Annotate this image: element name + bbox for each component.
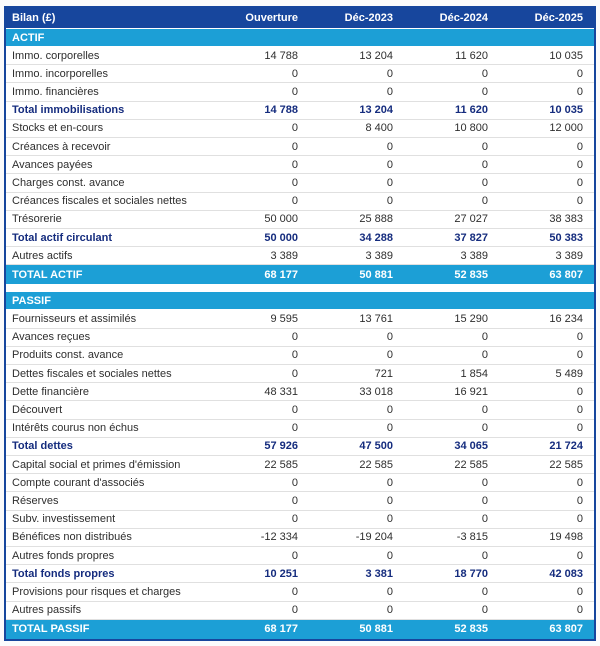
cell-value: 0	[481, 331, 488, 344]
cell-value: 22 585	[359, 458, 393, 471]
table-row	[6, 120, 594, 138]
cell-value: 0	[576, 404, 583, 417]
cell-value: 0	[481, 195, 488, 208]
cell-value: 38 383	[549, 213, 583, 226]
column-header: Ouverture	[245, 12, 298, 24]
cell-value: 3 389	[460, 249, 488, 262]
cell-value: 22 585	[454, 458, 488, 471]
cell-value: 0	[291, 422, 298, 435]
cell-value: 9 595	[270, 313, 298, 326]
row-label: Créances fiscales et sociales nettes	[12, 195, 187, 208]
cell-value: 0	[386, 177, 393, 190]
table-row	[6, 456, 594, 474]
cell-value: 12 000	[549, 122, 583, 135]
cell-value: 0	[291, 195, 298, 208]
table-row	[6, 211, 594, 229]
cell-value: 0	[576, 604, 583, 617]
table-row	[6, 65, 594, 83]
cell-value: 0	[481, 549, 488, 562]
cell-value: 0	[576, 513, 583, 526]
cell-value: 0	[576, 331, 583, 344]
cell-value: 0	[576, 422, 583, 435]
row-label: Autres fonds propres	[12, 549, 115, 562]
cell-value: 0	[291, 495, 298, 508]
cell-value: 0	[386, 158, 393, 171]
total-label: TOTAL ACTIF	[12, 268, 83, 281]
cell-value: 3 389	[365, 249, 393, 262]
cell-value: 11 620	[455, 49, 488, 62]
cell-value: 0	[576, 586, 583, 599]
cell-value: 0	[481, 86, 488, 98]
table-row	[6, 492, 594, 510]
cell-value: 0	[386, 513, 393, 526]
cell-value: 22 585	[549, 458, 583, 471]
row-label: Capital social et primes d'émission	[12, 458, 181, 471]
row-label: Stocks et en-cours	[12, 122, 104, 135]
row-label: Total actif circulant	[12, 231, 113, 244]
cell-value: 47 500	[359, 440, 393, 453]
cell-value: 0	[291, 177, 298, 190]
cell-value: 0	[291, 349, 298, 362]
total-value: 68 177	[264, 268, 298, 281]
table-row	[6, 310, 594, 328]
cell-value: 0	[481, 604, 488, 617]
cell-value: 0	[576, 195, 583, 208]
row-label: Compte courant d'associés	[12, 476, 145, 489]
cell-value: 3 381	[365, 567, 393, 580]
cell-value: 0	[481, 177, 488, 190]
cell-value: 14 788	[264, 49, 298, 62]
row-label: Fournisseurs et assimilés	[12, 313, 137, 326]
column-header: Déc-2024	[439, 12, 488, 24]
cell-value: 721	[374, 367, 393, 380]
subtotal-row	[6, 565, 594, 583]
table-header-row	[6, 8, 594, 29]
cell-value: 13 204	[359, 49, 393, 62]
table-row	[6, 193, 594, 211]
cell-value: 0	[386, 549, 393, 562]
table-row	[6, 474, 594, 492]
column-header: Déc-2025	[534, 12, 583, 24]
cell-value: 25 888	[359, 213, 393, 226]
cell-value: 8 400	[365, 122, 393, 135]
cell-value: 22 585	[264, 458, 298, 471]
cell-value: 0	[481, 495, 488, 508]
cell-value: 0	[481, 513, 488, 526]
table-row	[6, 174, 594, 192]
row-label: Subv. investissement	[12, 513, 116, 526]
row-label: Immo. financières	[12, 86, 99, 98]
cell-value: 0	[576, 495, 583, 508]
cell-value: 0	[576, 349, 583, 362]
cell-value: 0	[481, 349, 488, 362]
cell-value: 0	[481, 404, 488, 417]
row-label: Immo. corporelles	[12, 49, 100, 62]
cell-value: 0	[291, 367, 298, 380]
cell-value: 5 489	[555, 367, 583, 380]
cell-value: 0	[291, 404, 298, 417]
section-header-row	[6, 292, 594, 310]
table-row	[6, 329, 594, 347]
cell-value: 0	[386, 495, 393, 508]
cell-value: 10 800	[454, 122, 488, 135]
subtotal-row	[6, 438, 594, 456]
cell-value: 33 018	[359, 385, 393, 398]
row-label: Trésorerie	[12, 213, 62, 226]
total-value: 63 807	[549, 623, 583, 636]
row-label: Dettes fiscales et sociales nettes	[12, 367, 172, 380]
cell-value: 1 854	[460, 367, 488, 380]
cell-value: 0	[291, 122, 298, 135]
cell-value: 0	[481, 158, 488, 171]
table-row	[6, 47, 594, 65]
table-row	[6, 138, 594, 156]
cell-value: 42 083	[549, 567, 583, 580]
total-row	[6, 265, 594, 284]
row-label: Total fonds propres	[12, 567, 115, 580]
table-row	[6, 365, 594, 383]
row-label: Dette financière	[12, 385, 90, 398]
total-value: 52 835	[454, 623, 488, 636]
cell-value: 18 770	[454, 567, 488, 580]
cell-value: 10 251	[264, 567, 298, 580]
table-row	[6, 529, 594, 547]
cell-value: 0	[481, 140, 488, 153]
cell-value: 34 065	[454, 440, 488, 453]
table-row	[6, 383, 594, 401]
row-label: Autres actifs	[12, 249, 73, 262]
table-row	[6, 347, 594, 365]
cell-value: 0	[576, 177, 583, 190]
cell-value: 0	[386, 140, 393, 153]
cell-value: 0	[481, 422, 488, 435]
balance-sheet-table	[4, 6, 596, 641]
cell-value: 0	[291, 513, 298, 526]
cell-value: 19 498	[549, 531, 583, 544]
total-value: 50 881	[359, 268, 393, 281]
cell-value: 48 331	[264, 385, 298, 398]
cell-value: 13 761	[359, 313, 393, 326]
cell-value: 0	[386, 195, 393, 208]
table-row	[6, 602, 594, 620]
cell-value: 0	[386, 604, 393, 617]
table-row	[6, 583, 594, 601]
cell-value: 0	[576, 158, 583, 171]
table-row	[6, 420, 594, 438]
table-title: Bilan (£)	[12, 12, 56, 24]
cell-value: 0	[481, 586, 488, 599]
section-header-row	[6, 29, 594, 47]
cell-value: 0	[576, 385, 583, 398]
cell-value: 0	[291, 604, 298, 617]
row-label: Créances à recevoir	[12, 140, 111, 153]
subtotal-row	[6, 102, 594, 120]
table-row	[6, 511, 594, 529]
cell-value: 0	[481, 476, 488, 489]
row-label: Intérêts courus non échus	[12, 422, 139, 435]
cell-value: 21 724	[549, 440, 583, 453]
total-label: TOTAL PASSIF	[12, 623, 90, 636]
cell-value: 13 204	[359, 104, 393, 117]
row-label: Charges const. avance	[12, 177, 125, 190]
row-label: Découvert	[12, 404, 63, 417]
total-value: 68 177	[264, 623, 298, 636]
cell-value: 0	[576, 86, 583, 98]
cell-value: -19 204	[355, 531, 393, 544]
cell-value: 0	[291, 549, 298, 562]
cell-value: 27 027	[454, 213, 488, 226]
section-title: ACTIF	[12, 31, 45, 44]
cell-value: 0	[386, 422, 393, 435]
row-label: Provisions pour risques et charges	[12, 586, 181, 599]
cell-value: 0	[291, 67, 298, 80]
cell-value: 11 620	[454, 104, 488, 117]
row-label: Avances reçues	[12, 331, 91, 344]
cell-value: 0	[291, 86, 298, 98]
cell-value: 3 389	[270, 249, 298, 262]
cell-value: 0	[386, 349, 393, 362]
cell-value: 0	[386, 404, 393, 417]
cell-value: 14 788	[264, 104, 298, 117]
cell-value: 10 035	[549, 104, 583, 117]
table-row	[6, 401, 594, 419]
total-value: 52 835	[454, 268, 488, 281]
cell-value: 0	[291, 331, 298, 344]
cell-value: 16 921	[454, 385, 488, 398]
row-label: Total dettes	[12, 440, 73, 453]
section-title: PASSIF	[12, 294, 51, 307]
total-value: 50 881	[359, 623, 393, 636]
cell-value: 0	[291, 158, 298, 171]
subtotal-row	[6, 229, 594, 247]
cell-value: 0	[291, 586, 298, 599]
cell-value: 0	[576, 476, 583, 489]
cell-value: 0	[386, 476, 393, 489]
cell-value: 0	[291, 140, 298, 153]
row-label: Immo. incorporelles	[12, 67, 108, 80]
total-value: 63 807	[549, 268, 583, 281]
cell-value: 0	[386, 331, 393, 344]
cell-value: 0	[481, 67, 488, 80]
cell-value: 16 234	[549, 313, 583, 326]
cell-value: 0	[576, 549, 583, 562]
cell-value: 15 290	[454, 313, 488, 326]
table-row	[6, 547, 594, 565]
cell-value: 34 288	[359, 231, 393, 244]
cell-value: 3 389	[555, 249, 583, 262]
cell-value: 50 000	[264, 231, 298, 244]
section-gap	[6, 284, 594, 292]
total-row	[6, 620, 594, 639]
row-label: Bénéfices non distribués	[12, 531, 132, 544]
column-header: Déc-2023	[344, 12, 393, 24]
row-label: Total immobilisations	[12, 104, 125, 117]
cell-value: -12 334	[260, 531, 298, 544]
row-label: Réserves	[12, 495, 59, 508]
cell-value: 0	[576, 140, 583, 153]
cell-value: 0	[291, 476, 298, 489]
row-label: Produits const. avance	[12, 349, 124, 362]
cell-value: -3 815	[456, 531, 488, 544]
cell-value: 37 827	[454, 231, 488, 244]
cell-value: 0	[386, 86, 393, 98]
table-row	[6, 83, 594, 101]
cell-value: 0	[386, 67, 393, 80]
table-row	[6, 156, 594, 174]
cell-value: 0	[576, 67, 583, 80]
cell-value: 50 000	[264, 213, 298, 226]
table-row	[6, 247, 594, 265]
cell-value: 0	[386, 586, 393, 599]
cell-value: 10 035	[549, 49, 583, 62]
cell-value: 50 383	[549, 231, 583, 244]
cell-value: 57 926	[264, 440, 298, 453]
row-label: Avances payées	[12, 158, 93, 171]
row-label: Autres passifs	[12, 604, 82, 617]
